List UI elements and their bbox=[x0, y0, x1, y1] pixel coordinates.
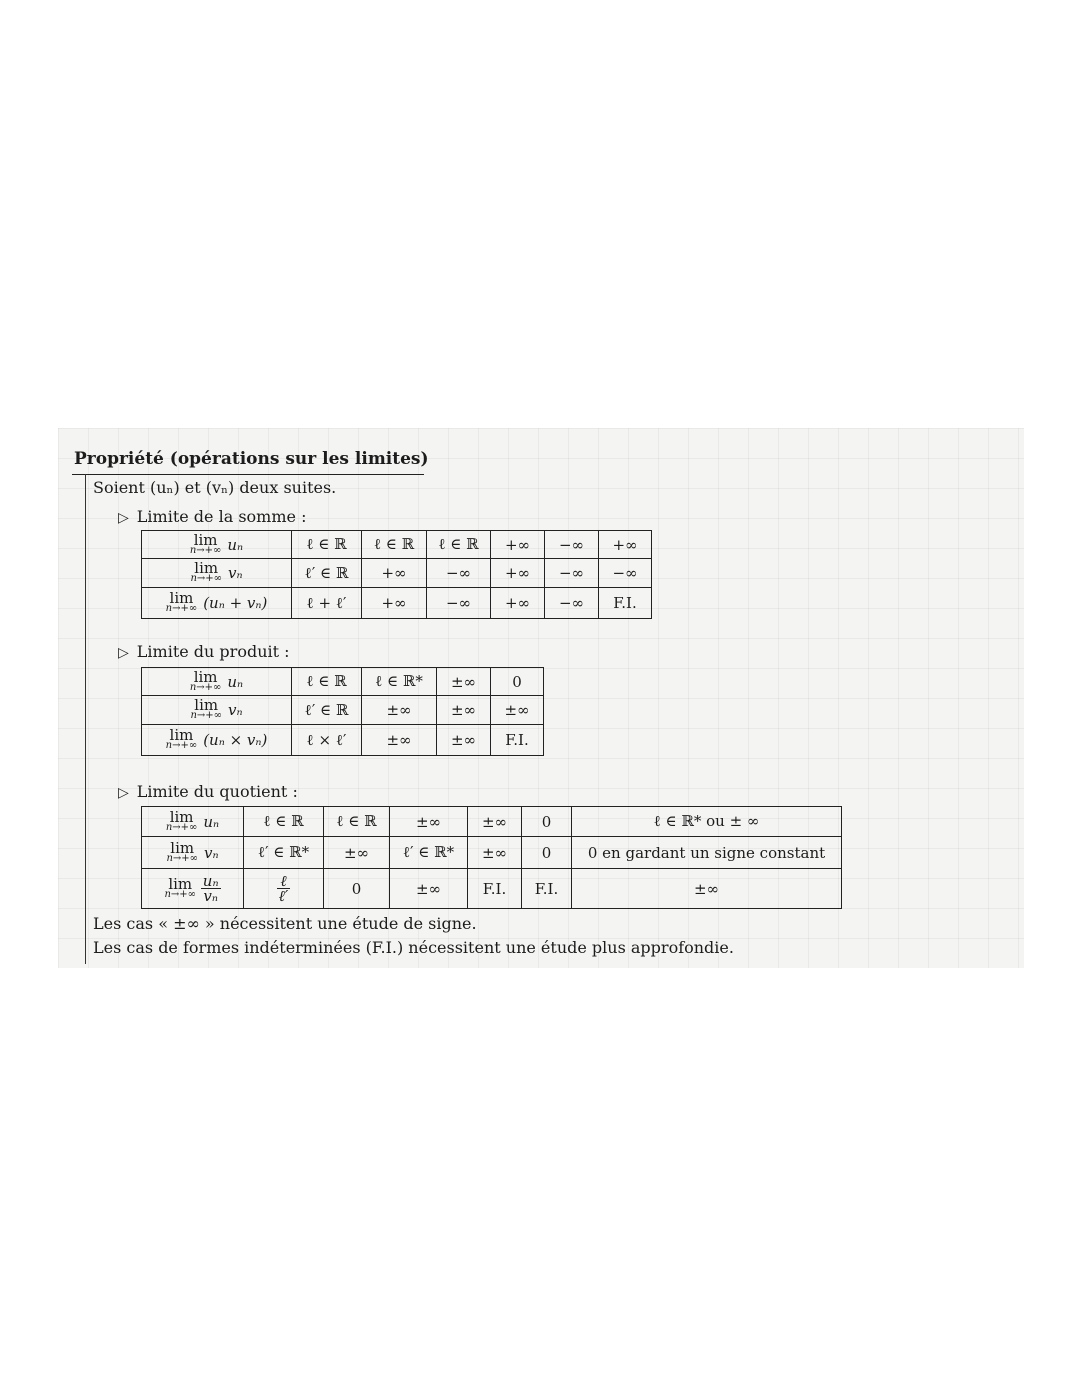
table-cell: ±∞ bbox=[468, 807, 522, 837]
table-row bbox=[142, 869, 842, 909]
table-cell: ±∞ bbox=[362, 696, 437, 725]
quotient-table bbox=[141, 806, 842, 909]
table-cell: F.I. bbox=[491, 725, 544, 756]
table-cell: 0 bbox=[324, 869, 390, 909]
sum-heading-text: Limite de la somme : bbox=[136, 507, 307, 526]
table-row bbox=[142, 837, 842, 869]
table-cell: −∞ bbox=[599, 559, 652, 588]
table-cell: 0 bbox=[522, 807, 572, 837]
table-cell: ℓ × ℓ′ bbox=[292, 725, 362, 756]
property-title: Propriété (opérations sur les limites) bbox=[74, 449, 429, 469]
table-row bbox=[142, 725, 544, 756]
table-cell: ±∞ bbox=[468, 837, 522, 869]
table-cell: F.I. bbox=[468, 869, 522, 909]
table-cell: 0 bbox=[522, 837, 572, 869]
table-cell: ℓ ∈ ℝ bbox=[244, 807, 324, 837]
table-cell: ℓ ∈ ℝ bbox=[292, 668, 362, 696]
quotient-heading-text: Limite du quotient : bbox=[136, 782, 298, 801]
row-label-vn: lim n→+∞ vₙ bbox=[142, 559, 292, 588]
table-cell: ℓ ∈ ℝ bbox=[427, 531, 491, 559]
table-cell: ±∞ bbox=[437, 668, 491, 696]
table-cell: ℓ ∈ ℝ bbox=[292, 531, 362, 559]
product-heading-text: Limite du produit : bbox=[136, 642, 290, 661]
quotient-heading bbox=[118, 782, 298, 801]
table-cell: ±∞ bbox=[390, 807, 468, 837]
row-label-sum: lim n→+∞ (uₙ + vₙ) bbox=[142, 588, 292, 619]
bullet-icon: ▷ bbox=[118, 785, 129, 801]
table-cell: ±∞ bbox=[572, 869, 842, 909]
table-cell: ±∞ bbox=[437, 696, 491, 725]
table-cell: F.I. bbox=[522, 869, 572, 909]
row-label-vn: lim n→+∞ vₙ bbox=[142, 837, 244, 869]
product-table bbox=[141, 667, 544, 756]
table-cell: ±∞ bbox=[491, 696, 544, 725]
row-label-un: lim n→+∞ uₙ bbox=[142, 807, 244, 837]
table-cell: ℓ′ ∈ ℝ* bbox=[244, 837, 324, 869]
table-cell: +∞ bbox=[491, 559, 545, 588]
row-label-quotient: lim n→+∞ $\frac{\text{uₙ}}{\text{vₙ}}$ bbox=[142, 869, 244, 909]
intro-text: Soient (uₙ) et (vₙ) deux suites. bbox=[93, 478, 337, 497]
table-row bbox=[142, 531, 652, 559]
table-row bbox=[142, 588, 652, 619]
row-label-un: lim n→+∞ uₙ bbox=[142, 668, 292, 696]
bullet-icon: ▷ bbox=[118, 645, 129, 661]
table-row bbox=[142, 559, 652, 588]
table-row bbox=[142, 696, 544, 725]
table-cell: 0 bbox=[491, 668, 544, 696]
table-row bbox=[142, 807, 842, 837]
table-cell: ±∞ bbox=[362, 725, 437, 756]
table-cell: ℓ′ ∈ ℝ bbox=[292, 696, 362, 725]
bullet-icon: ▷ bbox=[118, 510, 129, 526]
row-label-un: lim n→+∞ uₙ bbox=[142, 531, 292, 559]
table-cell: +∞ bbox=[362, 588, 427, 619]
ratio-cell: $\frac{\text{ℓ}}{\text{ℓ′}}$ bbox=[244, 869, 324, 909]
table-cell: ℓ ∈ ℝ bbox=[362, 531, 427, 559]
row-label-product: lim n→+∞ (uₙ × vₙ) bbox=[142, 725, 292, 756]
table-cell: ℓ ∈ ℝ bbox=[324, 807, 390, 837]
table-cell: −∞ bbox=[427, 559, 491, 588]
table-cell: ℓ + ℓ′ bbox=[292, 588, 362, 619]
table-row bbox=[142, 668, 544, 696]
table-cell: ±∞ bbox=[324, 837, 390, 869]
table-cell: +∞ bbox=[599, 531, 652, 559]
table-cell: +∞ bbox=[362, 559, 427, 588]
row-label-vn: lim n→+∞ vₙ bbox=[142, 696, 292, 725]
note-sign-study: Les cas « ±∞ » nécessitent une étude de signe. bbox=[93, 914, 477, 933]
sum-table bbox=[141, 530, 652, 619]
table-cell: −∞ bbox=[545, 588, 599, 619]
table-cell: ℓ ∈ ℝ* bbox=[362, 668, 437, 696]
table-cell: ℓ ∈ ℝ* ou ± ∞ bbox=[572, 807, 842, 837]
product-heading bbox=[118, 642, 290, 661]
property-margin-line bbox=[85, 474, 86, 964]
table-cell: ℓ′ ∈ ℝ* bbox=[390, 837, 468, 869]
table-cell: −∞ bbox=[545, 531, 599, 559]
table-cell: ±∞ bbox=[437, 725, 491, 756]
table-cell: +∞ bbox=[491, 588, 545, 619]
note-indeterminate-forms: Les cas de formes indéterminées (F.I.) nécessitent une étude plus approfondie. bbox=[93, 938, 734, 957]
table-cell: 0 en gardant un signe constant bbox=[572, 837, 842, 869]
table-cell: +∞ bbox=[491, 531, 545, 559]
table-cell: −∞ bbox=[545, 559, 599, 588]
table-cell: ±∞ bbox=[390, 869, 468, 909]
table-cell: ℓ′ ∈ ℝ bbox=[292, 559, 362, 588]
table-cell: −∞ bbox=[427, 588, 491, 619]
sum-heading bbox=[118, 507, 306, 526]
title-underline bbox=[72, 474, 424, 475]
table-cell: F.I. bbox=[599, 588, 652, 619]
